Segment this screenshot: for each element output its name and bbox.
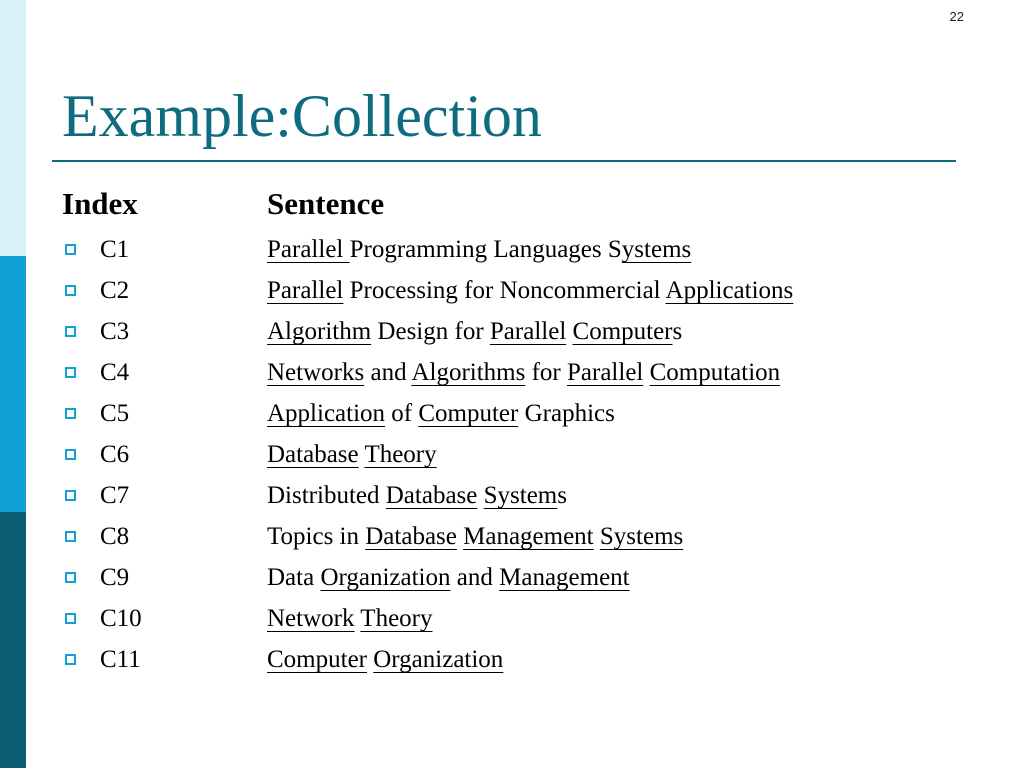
sentence-text: Data: [267, 564, 321, 591]
sentence-text: for: [525, 359, 567, 386]
square-bullet-icon: [65, 244, 76, 255]
square-bullet-icon: [65, 367, 76, 378]
term-underlined: Database: [365, 523, 457, 550]
row-sentence: [267, 352, 780, 393]
row-index: C8: [100, 523, 130, 550]
square-bullet-icon: [65, 654, 76, 665]
term-underlined: Management: [499, 564, 630, 591]
term-underlined: Theory: [364, 441, 437, 468]
sentence-text: and: [364, 359, 412, 386]
term-underlined: Database: [385, 482, 478, 509]
term-underlined: Application: [267, 400, 386, 427]
row-index: C6: [100, 441, 130, 468]
term-underlined: Systems: [599, 523, 684, 550]
slide-title: Example:Collection: [62, 83, 542, 149]
column-header-index: Index: [62, 186, 138, 221]
term-underlined: Database: [267, 441, 359, 468]
sidebar-segment-dark: [0, 512, 26, 768]
row-sentence: [267, 557, 630, 598]
sentence-text: and: [450, 564, 500, 591]
row-index: C4: [100, 359, 130, 386]
term-underlined: Management: [463, 523, 594, 550]
row-sentence: [267, 516, 683, 557]
square-bullet-icon: [65, 531, 76, 542]
title-divider: [52, 160, 956, 162]
sentence-text: Graphics: [518, 400, 615, 427]
table-header: [62, 186, 962, 226]
list-item: [62, 311, 962, 352]
list-item: [62, 639, 962, 680]
sentence-text: Processing for Noncommercial: [343, 277, 666, 304]
row-sentence: [267, 311, 682, 352]
row-index: C9: [100, 564, 130, 591]
term-underlined: Parallel: [489, 318, 567, 345]
row-index: C1: [100, 236, 130, 263]
row-sentence: [267, 639, 503, 680]
square-bullet-icon: [65, 326, 76, 337]
term-underlined: Computation: [649, 359, 781, 386]
term-underlined: Parallel: [267, 236, 350, 263]
row-sentence: [267, 393, 615, 434]
row-sentence: [267, 598, 433, 639]
list-item: [62, 434, 962, 475]
square-bullet-icon: [65, 613, 76, 624]
row-sentence: [267, 434, 437, 475]
term-underlined: Parallel: [267, 277, 344, 304]
list-item: [62, 557, 962, 598]
term-underlined: Computer: [572, 318, 673, 345]
row-sentence: [267, 270, 793, 311]
row-index: C7: [100, 482, 130, 509]
row-index: C11: [100, 646, 141, 673]
list-item: [62, 516, 962, 557]
row-sentence: [267, 475, 567, 516]
term-underlined: Applications: [665, 277, 794, 304]
square-bullet-icon: [65, 449, 76, 460]
sentence-text: of: [385, 400, 419, 427]
list-item: [62, 598, 962, 639]
sentence-text: Distributed: [267, 482, 386, 509]
column-header-sentence: Sentence: [267, 186, 385, 221]
sentence-text: Design for: [371, 318, 490, 345]
sidebar-segment-mid: [0, 256, 26, 512]
square-bullet-icon: [65, 572, 76, 583]
term-underlined: Algorithm: [267, 318, 372, 345]
list-item: [62, 229, 962, 270]
term-underlined: Parallel: [567, 359, 644, 386]
sentence-text: Programming Languages S: [349, 236, 622, 263]
square-bullet-icon: [65, 408, 76, 419]
sidebar-decoration: [0, 0, 26, 768]
collection-list: [62, 229, 962, 680]
sidebar-segment-light: [0, 0, 26, 256]
list-item: [62, 393, 962, 434]
term-underlined: Computer: [418, 400, 519, 427]
slide-number: 22: [949, 9, 964, 24]
row-index: C3: [100, 318, 130, 345]
term-underlined: ystems: [621, 236, 692, 263]
term-underlined: System: [483, 482, 558, 509]
term-underlined: Algorithms: [411, 359, 526, 386]
sentence-text: Topics in: [267, 523, 366, 550]
term-underlined: Theory: [360, 605, 433, 632]
row-index: C2: [100, 277, 130, 304]
term-underlined: Network: [267, 605, 355, 632]
term-underlined: Organization: [373, 646, 504, 673]
square-bullet-icon: [65, 285, 76, 296]
list-item: [62, 352, 962, 393]
term-underlined: Networks: [267, 359, 365, 386]
term-underlined: Computer: [267, 646, 367, 673]
list-item: [62, 270, 962, 311]
term-underlined: Organization: [320, 564, 451, 591]
row-index: C5: [100, 400, 130, 427]
square-bullet-icon: [65, 490, 76, 501]
row-index: C10: [100, 605, 142, 632]
row-sentence: [267, 229, 691, 270]
sentence-text: s: [557, 482, 567, 509]
sentence-text: s: [672, 318, 683, 345]
list-item: [62, 475, 962, 516]
